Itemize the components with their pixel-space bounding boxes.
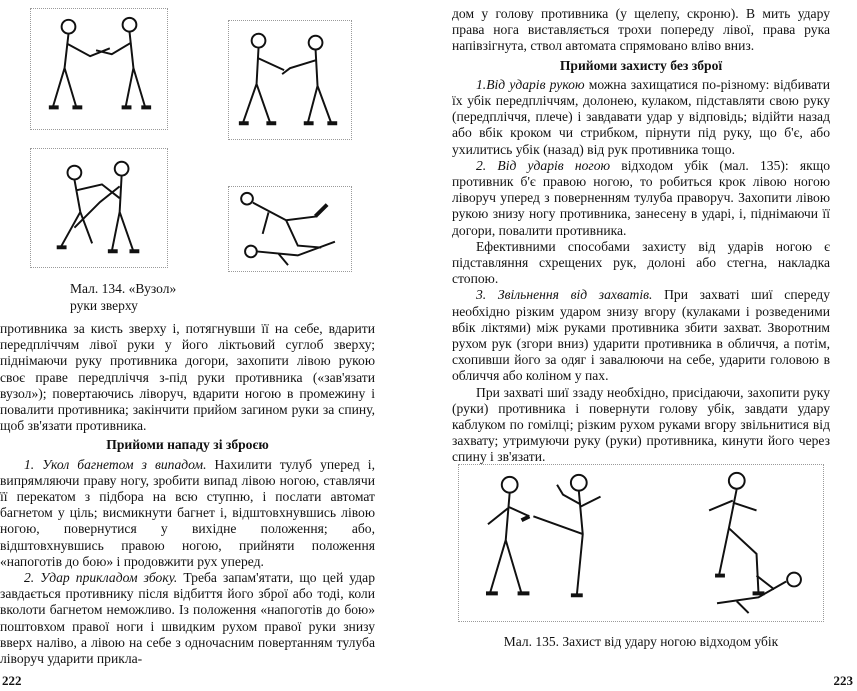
item-2-paragraph xyxy=(452,158,830,239)
right-page xyxy=(432,0,857,691)
right-body-text xyxy=(452,6,830,466)
item-1-text: Нахилити тулуб уперед і, випрямляючи праву ногу, зробити випад лівою ногою, ставлячи її перекатом з підбора на всю ступню, і послати автомат багнетом у ціль; висмикнути багнет і, відштовхнувшись лівою ногою, повернутися у вихідне положення; або, відштовхнувшись правою ногою, прийняти положення «напоготів до бою» і продовжити рух уперед. xyxy=(0,456,375,569)
figure-135-caption: Мал. 135. Захист від удару ногою відходом убік xyxy=(503,634,779,649)
figure-134-caption xyxy=(70,280,210,314)
illustration-knot-hold xyxy=(30,148,168,268)
illustration-kick-defense xyxy=(458,464,824,622)
continued-paragraph: дом у голову противника (у щелепу, скроню). В мить удару права нога виставляється трохи попереду лівої, права рука напівзігнута, ствол автомата спрямовано вліво вниз. xyxy=(452,6,830,54)
item-1-text: можна захищатися по-різному: відбивати їх убік передпліччям, долонею, кулаком, підставляти свою руку (передпліччя, плече) і завдавати удар у відповідь; відійти назад або вбік кроком чи стрибком, пірнути під руку, що б'є, або ухилитись убік (назад) від рук противника тощо. xyxy=(452,76,830,157)
item-2-paragraph xyxy=(0,570,375,667)
item-3-title: 3. Звільнення від захватів. xyxy=(476,287,653,303)
effective-methods-paragraph: Ефективними способами захисту від ударів ногою є підставляння схрещених рук, долоні або стегна, накладка стопою. xyxy=(452,238,830,287)
page-number: 222 xyxy=(2,673,22,688)
item-1-title: 1.Від ударів рукою xyxy=(476,76,585,92)
item-2-text: відходом убік (мал. 135): якщо противник б'є правою ногою, то робиться крок лівою ногою ліворуч уперед з поверненням тулуба праворуч. Захопити лівою рукою знизу ногу противника, занесену в ударі, і, піднімаючи її догори, повалити противника. xyxy=(452,157,830,238)
item-1-paragraph xyxy=(0,457,375,570)
illustration-grapple-1 xyxy=(30,8,168,130)
item-2-title: 2. Удар прикладом збоку. xyxy=(24,570,178,586)
caption-line-1: Мал. 134. «Вузол» xyxy=(70,281,177,296)
item-3-paragraph xyxy=(452,287,830,384)
item-1-paragraph xyxy=(452,77,830,158)
item-1-title: 1. Укол багнетом з випадом. xyxy=(24,456,207,472)
section-heading: Прийоми нападу зі зброєю xyxy=(106,437,269,453)
item-3-text: При захваті шиї спереду необхідно різким ударом знизу вгору (кулаками і розведеними вбік ліктями) між руками противника збити захват. Зворотним рухом рук (згори вниз) ударити противника в обличчя, а потім, схопивши його за одяг і завалюючи на себе, ударити головою в обличчя або коліном у пах. xyxy=(452,287,831,384)
neck-behind-paragraph: При захваті шиї ззаду необхідно, присідаючи, захопити руку (руки) противника і повернути голову убік, завдати удару каблуком по гомілці; різким рухом руками вгору звільнитися від захвату; утримуючи руку (руки) противника, кинути його через спину і зв'язати. xyxy=(452,384,830,465)
illustration-opponent-down xyxy=(228,186,352,272)
caption-line-2: руки зверху xyxy=(70,298,138,313)
item-2-title: 2. Від ударів ногою xyxy=(476,157,611,173)
illustration-grapple-2 xyxy=(228,20,352,140)
section-heading: Прийоми захисту без зброї xyxy=(559,57,723,73)
item-2-text: Треба запам'ятати, що цей удар завдається противнику після відбиття його зброї або тоді, коли вколоти багнетом неможливо. Із положення «напоготів до бою» поштовхом правої ноги і швидким рухом правої руки знизу вверх наліво, а лівою на себе з одночасним повертанням тулуба ліворуч ударити прикла- xyxy=(0,570,375,667)
continued-paragraph: противника за кисть зверху і, потягнувши її на себе, вдарити передпліччям лівої руки у його ліктьовий суглоб зверху; піднімаючи руку противника догори, захопити лівою рукою своє праве передпліччя з-під руки противника («зав'язати вузол»); повертаючись ліворуч, вдарити ногою в промежину і повалити противника; закінчити прийом загином руки за спину, щоб зв'язати противника. xyxy=(0,321,375,434)
page-number: 223 xyxy=(833,673,853,688)
left-page xyxy=(0,0,428,691)
left-body-text xyxy=(0,321,375,667)
